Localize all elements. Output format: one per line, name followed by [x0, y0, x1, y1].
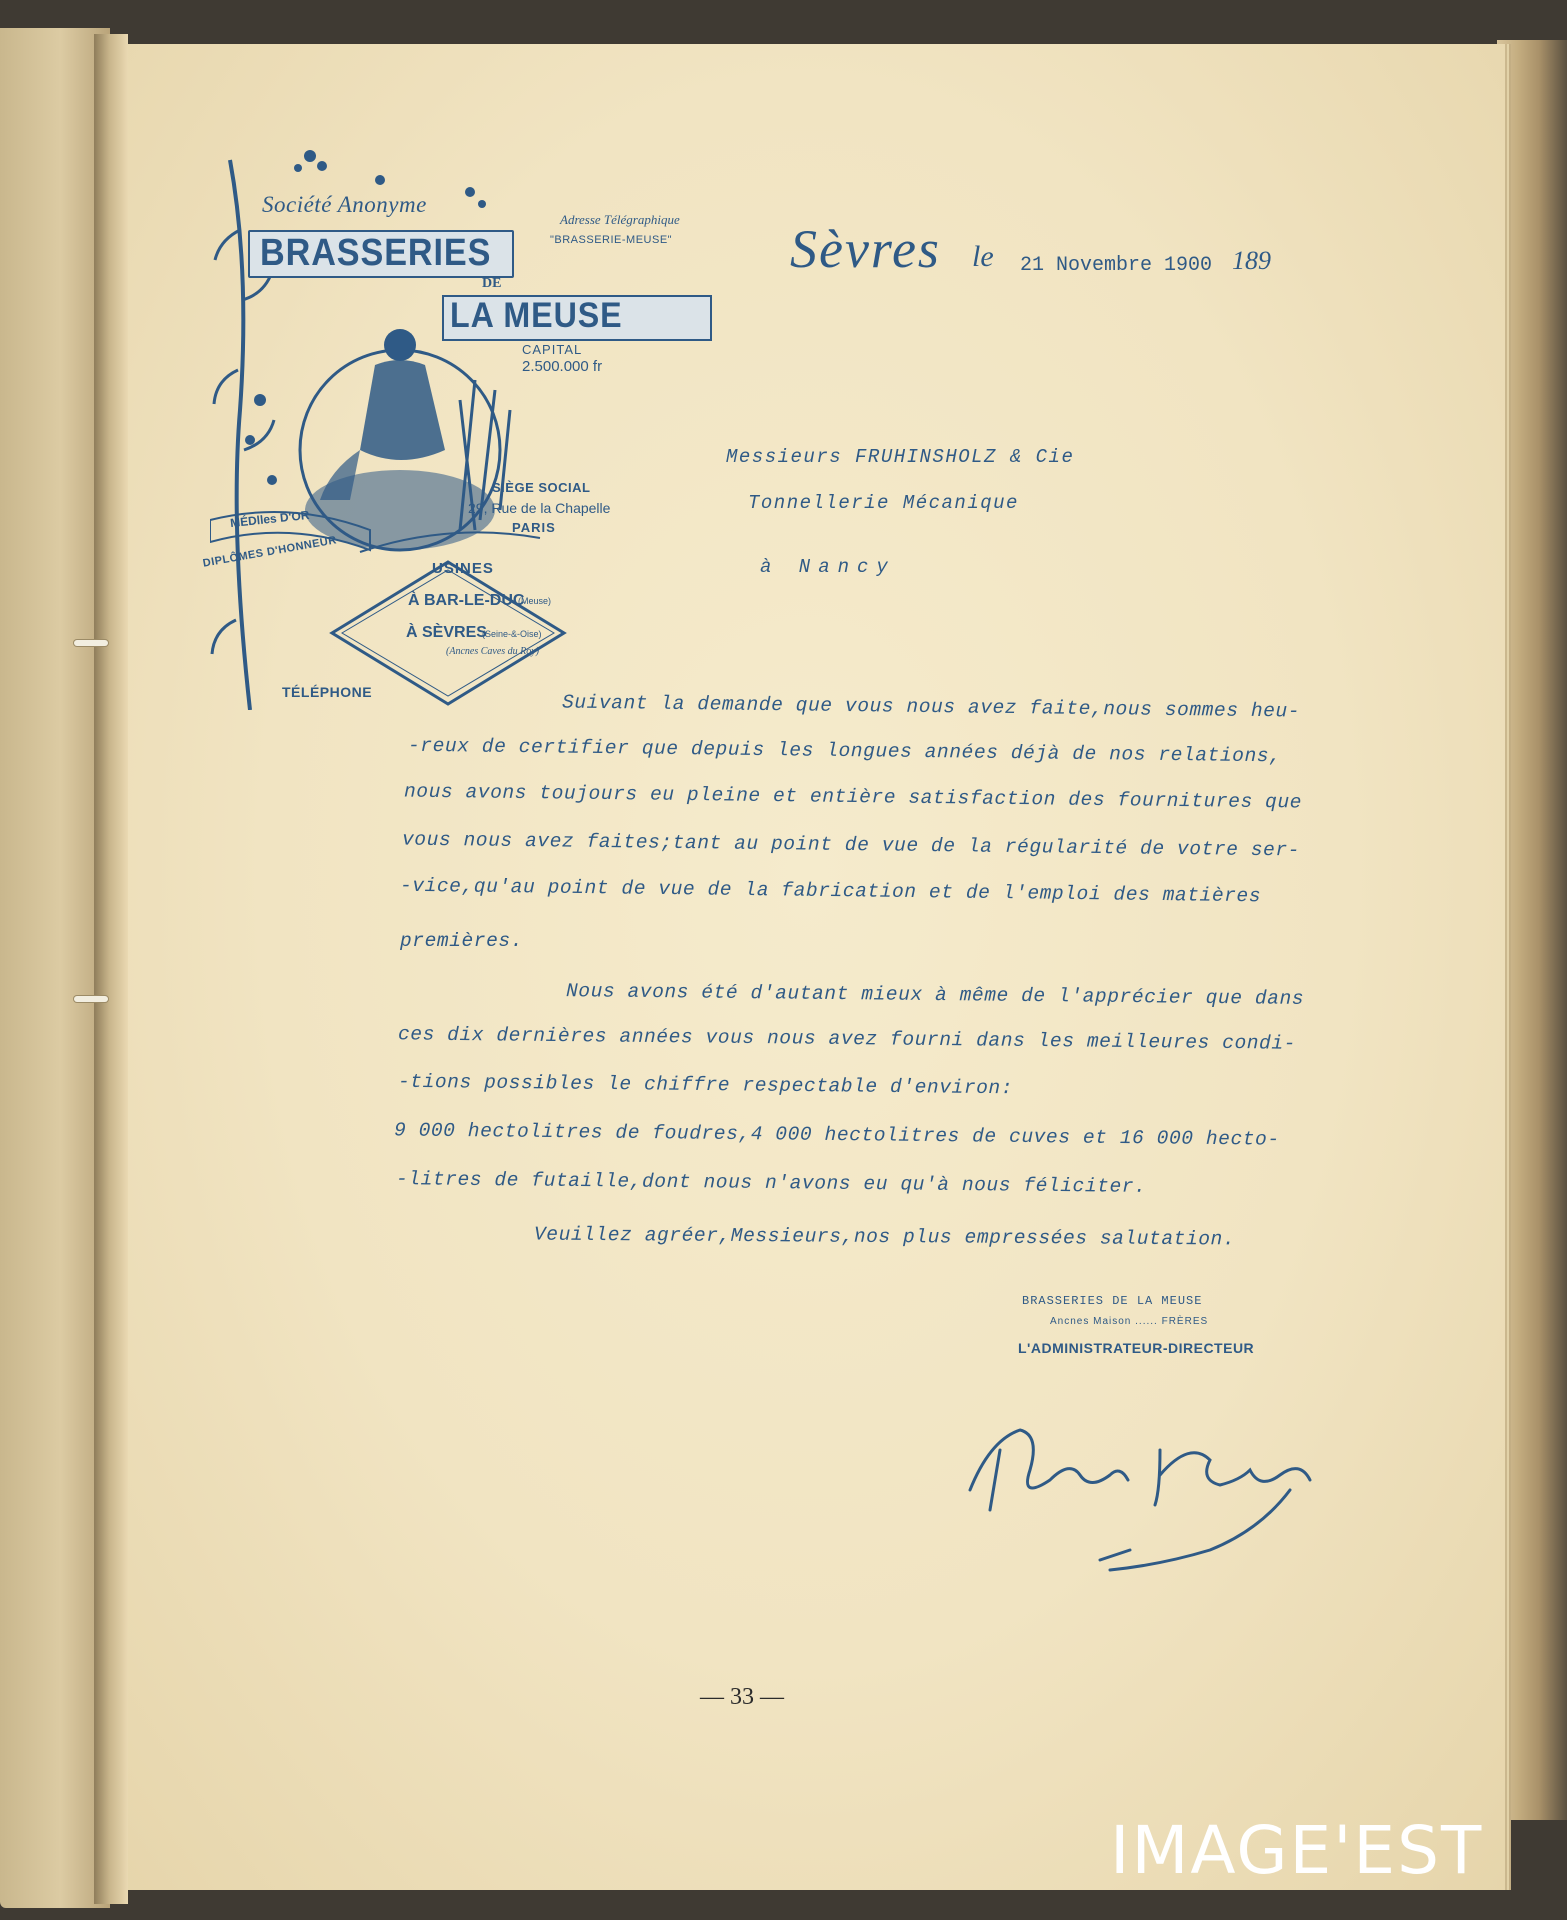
capital-label: CAPITAL [522, 342, 583, 357]
body-line: -tions possibles le chiffre respectable d'environ: [397, 1070, 1014, 1100]
telegraph-address: "BRASSERIE-MEUSE" [550, 234, 673, 246]
usines-label: USINES [432, 560, 494, 577]
closing-line: Veuillez agréer,Messieurs,nos plus empressées salutation. [533, 1223, 1236, 1251]
capital-value: 2.500.000 fr [522, 358, 603, 375]
date-line [790, 218, 1310, 288]
letterhead [201, 150, 710, 710]
siege-street: 29, Rue de la Chapelle [468, 500, 611, 516]
recipient-line3: à Nancy [760, 556, 896, 578]
telephone-label: TÉLÉPHONE [282, 684, 373, 700]
date-text: 21 Novembre 1900 [1020, 254, 1213, 277]
binding-stitch [74, 640, 108, 646]
book-gutter [94, 34, 128, 1904]
letterhead-name-line1: BRASSERIES [260, 232, 492, 274]
siege-city: PARIS [512, 520, 556, 535]
date-le: le [972, 240, 994, 273]
siege-label: SIÈGE SOCIAL [492, 480, 591, 495]
diplomes-text: DIPLÔMES D'HONNEUR [201, 534, 338, 570]
date-place: Sèvres [790, 219, 941, 279]
page-stack-edge [1497, 40, 1567, 1820]
letterhead-societe: Société Anonyme [262, 192, 427, 217]
body-line: vous nous avez faites;tant au point de vue de la régularité de votre ser- [401, 828, 1301, 862]
usine-sevres-region: (Seine-&-Oise) [482, 629, 542, 639]
body-line: Suivant la demande que vous nous avez faite,nous sommes heu- [561, 691, 1301, 723]
watermark-logo: IMAGE'EST [1110, 1812, 1484, 1889]
medal-text: MÉDlles D'OR [229, 507, 311, 531]
body-line: 9 000 hectolitres de foudres,4 000 hectolitres de cuves et 16 000 hecto- [393, 1119, 1280, 1151]
body-line: Nous avons été d'autant mieux à même de l'apprécier que dans [565, 980, 1305, 1010]
body-line: -vice,qu'au point de vue de la fabrication et de l'emploi des matières [399, 874, 1262, 908]
stamp-line2: Ancnes Maison ...... FRÈRES [1050, 1316, 1209, 1327]
date-printed-year-prefix: 189 [1232, 246, 1271, 275]
stamp-role: L'ADMINISTRATEUR-DIRECTEUR [1018, 1340, 1255, 1356]
telegraph-label: Adresse Télégraphique [560, 212, 680, 227]
usine-sevres: À SÈVRES [406, 624, 487, 641]
recipient-line1: Messieurs FRUHINSHOLZ & Cie [726, 446, 1075, 468]
letterhead-name-connector: DE [482, 276, 502, 291]
usine-sevres-note: (Ancnes Caves du Roy) [446, 646, 540, 657]
body-line: -reux de certifier que depuis les longues années déjà de nos relations, [407, 734, 1282, 768]
body-line: nous avons toujours eu pleine et entière satisfaction des fournitures que [403, 780, 1303, 814]
signature-icon [960, 1380, 1340, 1580]
stamp-line1: BRASSERIES DE LA MEUSE [1022, 1294, 1203, 1308]
page-number: — 33 — [700, 1684, 784, 1710]
body-line: -litres de futaille,dont nous n'avons eu qu'à nous féliciter. [395, 1168, 1147, 1198]
binding-stitch [74, 996, 108, 1002]
body-line: ces dix dernières années vous nous avez fourni dans les meilleures condi- [397, 1023, 1297, 1055]
recipient-line2: Tonnellerie Mécanique [748, 492, 1019, 514]
body-line: premières. [400, 930, 524, 952]
usine-bar-le-duc-region: (Meuse) [518, 596, 552, 606]
usine-bar-le-duc: À BAR-LE-DUC [408, 592, 525, 609]
letterhead-name-line2: LA MEUSE [450, 296, 623, 335]
